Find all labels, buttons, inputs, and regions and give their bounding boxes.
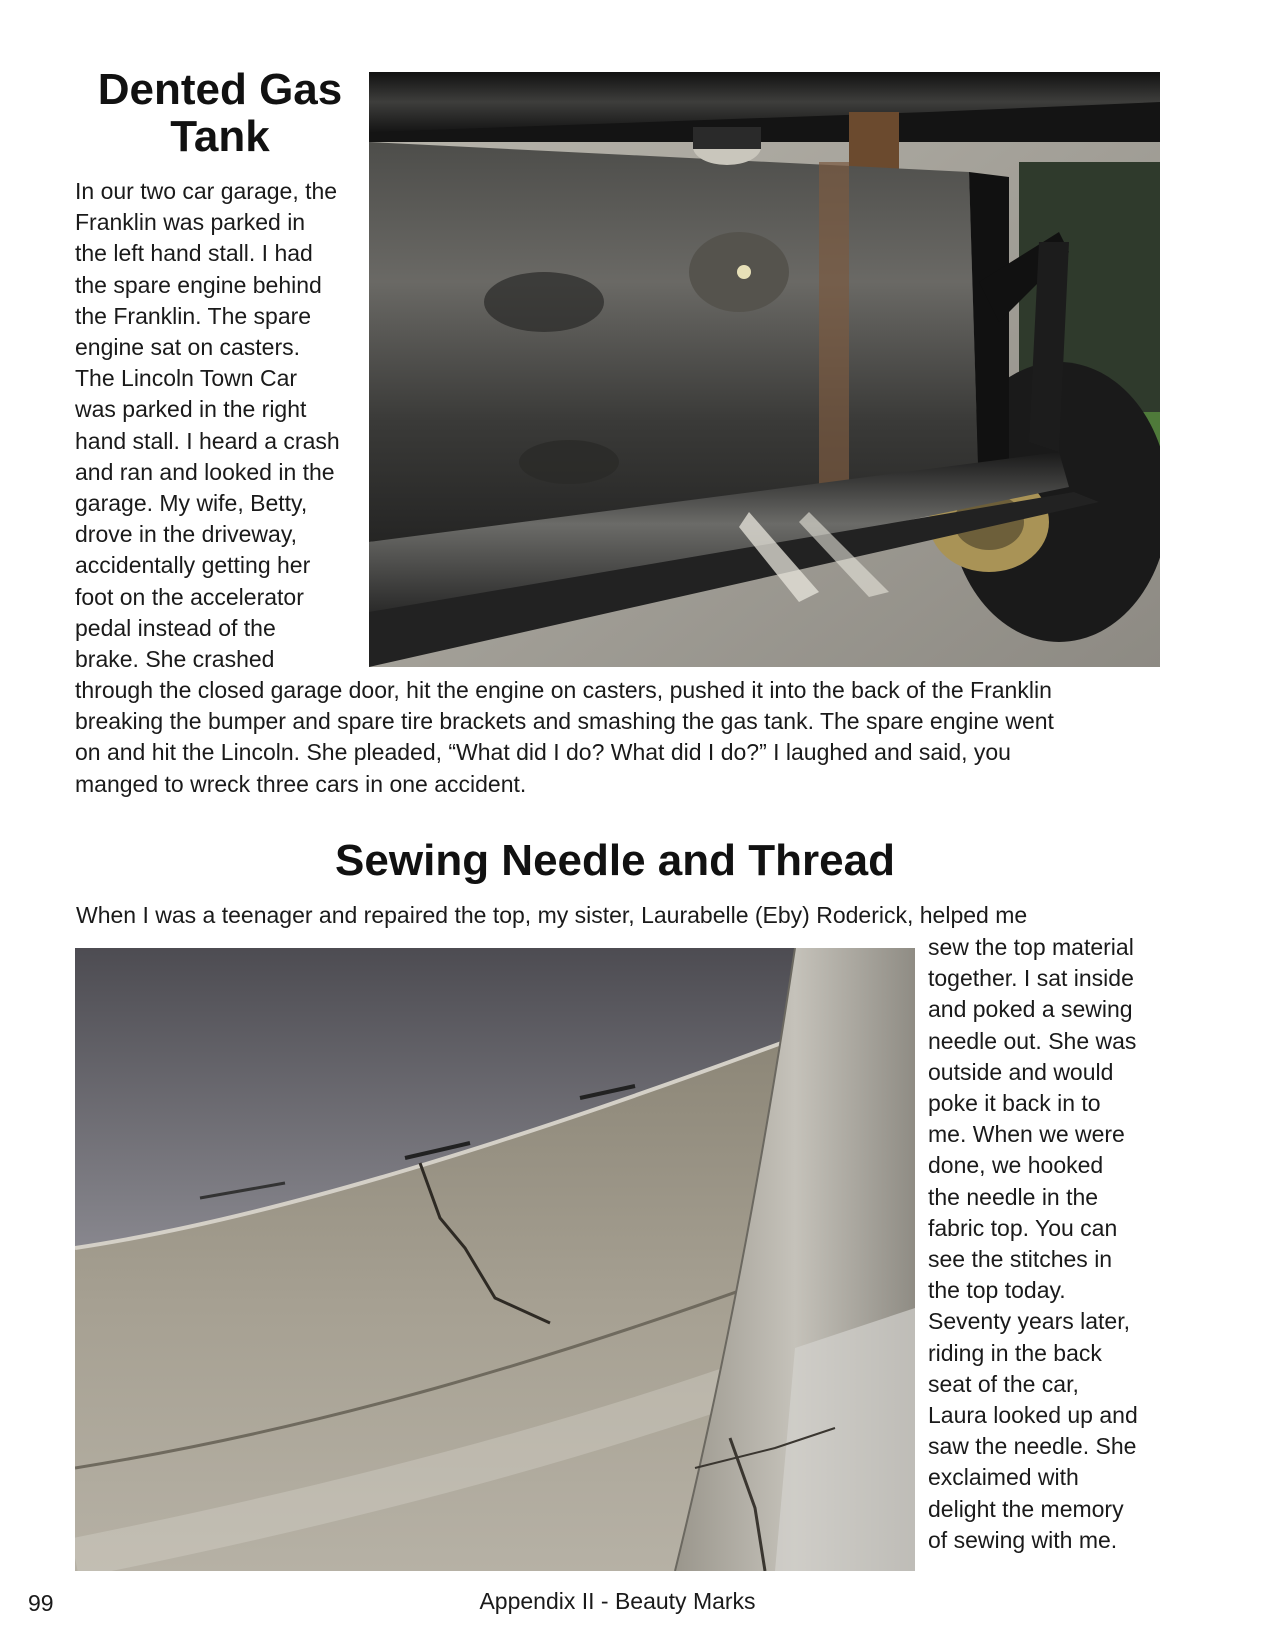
text-line: done, we hooked: [928, 1152, 1104, 1179]
dented-gas-tank-photo: [369, 72, 1160, 667]
text-line: the top today.: [928, 1277, 1066, 1304]
text-line: see the stitches in: [928, 1246, 1113, 1273]
footer-chapter-title: Appendix II - Beauty Marks: [479, 1588, 756, 1614]
text-line: through the closed garage door, hit the engine on casters, pushed it into the back of the Franklin: [75, 677, 1052, 703]
text-line: Laura looked up and: [928, 1402, 1138, 1429]
text-line: seat of the car,: [928, 1370, 1079, 1397]
text-line: and ran and looked in the: [75, 458, 335, 485]
text-line: outside and would: [928, 1058, 1114, 1085]
section-title-line: Dented Gas: [97, 65, 343, 114]
text-line: exclaimed with: [928, 1464, 1079, 1491]
text-line: hand stall. I heard a crash: [75, 427, 340, 454]
section-title-gas-tank: [75, 66, 365, 160]
text-line: the Franklin. The spare: [75, 302, 312, 329]
text-line: pedal instead of the: [75, 614, 276, 641]
text-line: delight the memory: [928, 1495, 1124, 1522]
text-line: needle out. She was: [928, 1027, 1137, 1054]
text-line: breaking the bumper and spare tire brackets and smashing the gas tank. The spare engine went: [75, 708, 1054, 735]
text-line: was parked in the right: [75, 396, 307, 423]
text-line: brake. She crashed: [75, 646, 275, 673]
text-line: the left hand stall. I had: [75, 240, 313, 267]
text-line: The Lincoln Town Car: [75, 365, 298, 392]
gas-tank-story-narrow: [75, 176, 365, 675]
section-title-line: Tank: [170, 112, 270, 161]
gas-tank-story-wide: [75, 675, 1175, 800]
text-line: sew the top material: [928, 934, 1134, 960]
text-line: on and hit the Lincoln. She pleaded, “What did I do? What did I do?” I laughed and said, you: [75, 739, 1011, 766]
text-line: fabric top. You can: [928, 1214, 1118, 1241]
section-title-sewing-needle: Sewing Needle and Thread: [335, 836, 895, 885]
text-line: poke it back in to: [928, 1090, 1101, 1117]
text-line: engine sat on casters.: [75, 334, 301, 361]
text-line: me. When we were: [928, 1121, 1125, 1148]
text-line: of sewing with me.: [928, 1526, 1118, 1553]
text-line: Franklin was parked in: [75, 209, 306, 236]
text-line: In our two car garage, the: [75, 178, 338, 204]
text-line: When I was a teenager and repaired the top, my sister, Laurabelle (Eby) Roderick, helped me: [76, 902, 1028, 928]
text-line: together. I sat inside: [928, 965, 1134, 992]
text-line: and poked a sewing: [928, 996, 1133, 1023]
text-line: accidentally getting her: [75, 552, 311, 579]
sewing-needle-fabric-photo: [75, 948, 915, 1571]
text-line: manged to wreck three cars in one accident.: [75, 770, 527, 797]
sewing-story-intro: [76, 900, 1176, 931]
text-line: the needle in the: [928, 1183, 1099, 1210]
text-line: the spare engine behind: [75, 271, 322, 298]
text-line: riding in the back: [928, 1339, 1102, 1366]
page-number: 99: [28, 1590, 54, 1616]
text-line: saw the needle. She: [928, 1433, 1137, 1460]
sewing-story-narrow: [928, 932, 1178, 1556]
text-line: drove in the driveway,: [75, 521, 298, 548]
text-line: foot on the accelerator: [75, 583, 304, 610]
text-line: Seventy years later,: [928, 1308, 1130, 1335]
text-line: garage. My wife, Betty,: [75, 490, 308, 517]
